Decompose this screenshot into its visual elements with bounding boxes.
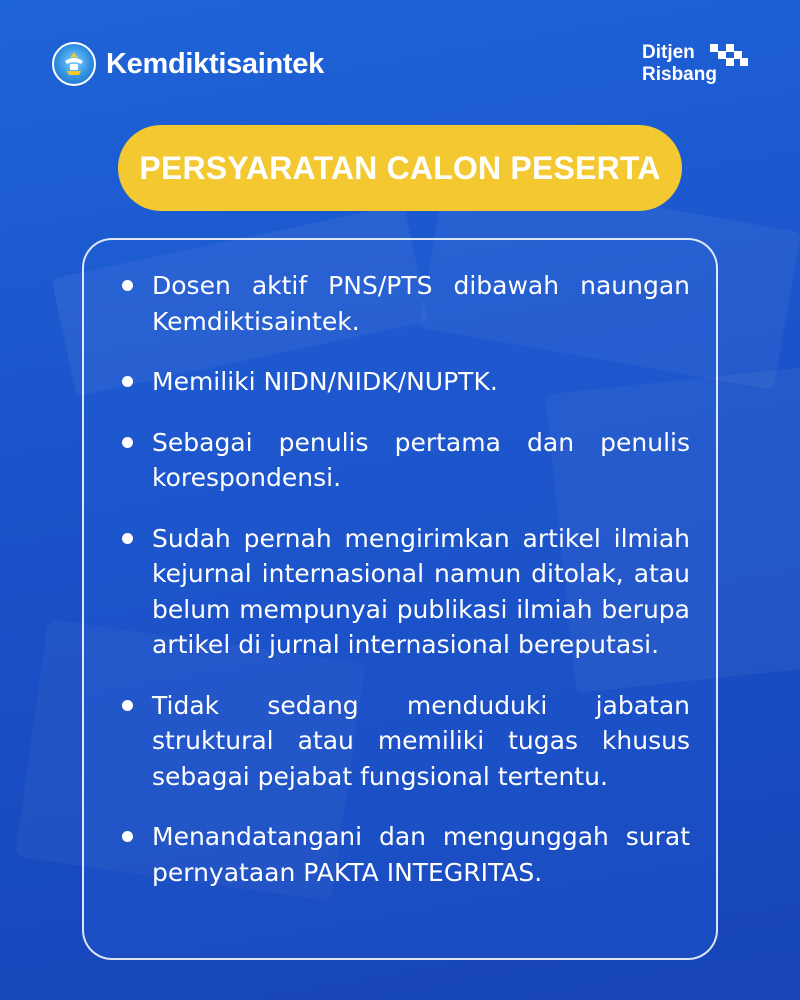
page-title: PERSYARATAN CALON PESERTA [139, 149, 661, 186]
bullet-icon [122, 376, 133, 387]
list-item [122, 819, 690, 890]
requirement-text: Dosen aktif PNS/PTS dibawah naungan Kemdiktisaintek. [152, 271, 690, 336]
brand [52, 42, 324, 86]
requirement-text: Menandatangani dan mengunggah surat pernyataan PAKTA INTEGRITAS. [152, 822, 690, 887]
bullet-icon [122, 831, 133, 842]
bullet-icon [122, 533, 133, 544]
requirement-text: Sudah pernah mengirimkan artikel ilmiah kejurnal internasional namun ditolak, atau belum mempunyai publikasi ilmiah berupa artikel di jurnal internasional bereputasi. [152, 523, 690, 659]
requirements-card [82, 238, 718, 960]
list-item [122, 521, 690, 663]
title-banner [118, 125, 682, 211]
brand-name: Kemdiktisaintek [106, 47, 324, 80]
requirement-text: Tidak sedang menduduki jabatan struktural atau memiliki tugas khusus sebagai pejabat fungsional tertentu. [152, 690, 690, 791]
bullet-icon [122, 700, 133, 711]
requirement-text: Memiliki NIDN/NIDK/NUPTK. [152, 367, 498, 396]
pixel-grid-icon [702, 44, 748, 66]
ditjen-label: Ditjen [642, 42, 695, 63]
ditjen-risbang-logo [642, 42, 752, 92]
list-item [122, 425, 690, 496]
bullet-icon [122, 280, 133, 291]
bullet-icon [122, 437, 133, 448]
list-item [122, 688, 690, 795]
risbang-label: Risbang [642, 64, 717, 85]
list-item [122, 268, 690, 339]
tut-wuri-handayani-emblem-icon [52, 42, 96, 86]
list-item [122, 364, 690, 400]
requirement-text: Sebagai penulis pertama dan penulis korespondensi. [152, 427, 690, 492]
requirements-list [122, 268, 690, 890]
